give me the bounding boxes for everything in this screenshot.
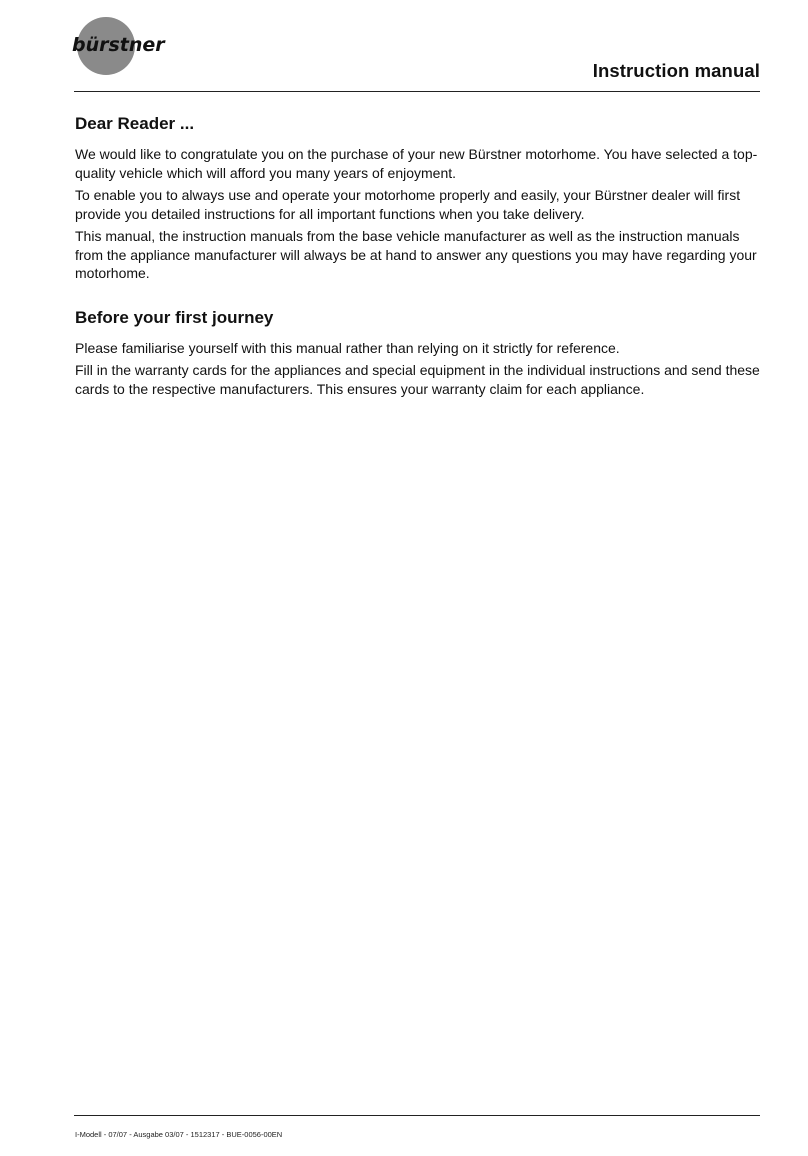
brand-logo bbox=[70, 16, 182, 80]
logo-wordmark: bürstner bbox=[72, 34, 165, 56]
footer-divider bbox=[74, 1115, 760, 1116]
main-content bbox=[75, 113, 761, 402]
header-divider bbox=[74, 91, 760, 92]
paragraph: Please familiarise yourself with this manual rather than relying on it strictly for reference. bbox=[75, 339, 620, 356]
section-heading-before-first-journey: Before your first journey bbox=[75, 307, 274, 327]
paragraph: We would like to congratulate you on the purchase of your new Bürstner motorhome. You have selected a top-quality vehicle which will afford you many years of enjoyment. bbox=[75, 146, 758, 181]
logo-graphic bbox=[70, 16, 182, 80]
paragraph: This manual, the instruction manuals from the base vehicle manufacturer as well as the instruction manuals from the appliance manufacturer will always be at hand to answer any questions you may have regarding your motorhome. bbox=[75, 228, 757, 281]
page-title: Instruction manual bbox=[592, 60, 760, 81]
section-heading-dear-reader: Dear Reader ... bbox=[75, 114, 195, 133]
footer-document-code: I-Modell - 07/07 - Ausgabe 03/07 - 1512317 - BUE-0056-00EN bbox=[75, 1130, 283, 1139]
paragraph: Fill in the warranty cards for the appliances and special equipment in the individual instructions and send these cards to the respective manufacturers. This ensures your warranty claim for each appliance. bbox=[75, 362, 760, 397]
paragraph: To enable you to always use and operate your motorhome properly and easily, your Bürstner dealer will first provide you detailed instructions for all important functions when you take delivery. bbox=[75, 187, 741, 222]
